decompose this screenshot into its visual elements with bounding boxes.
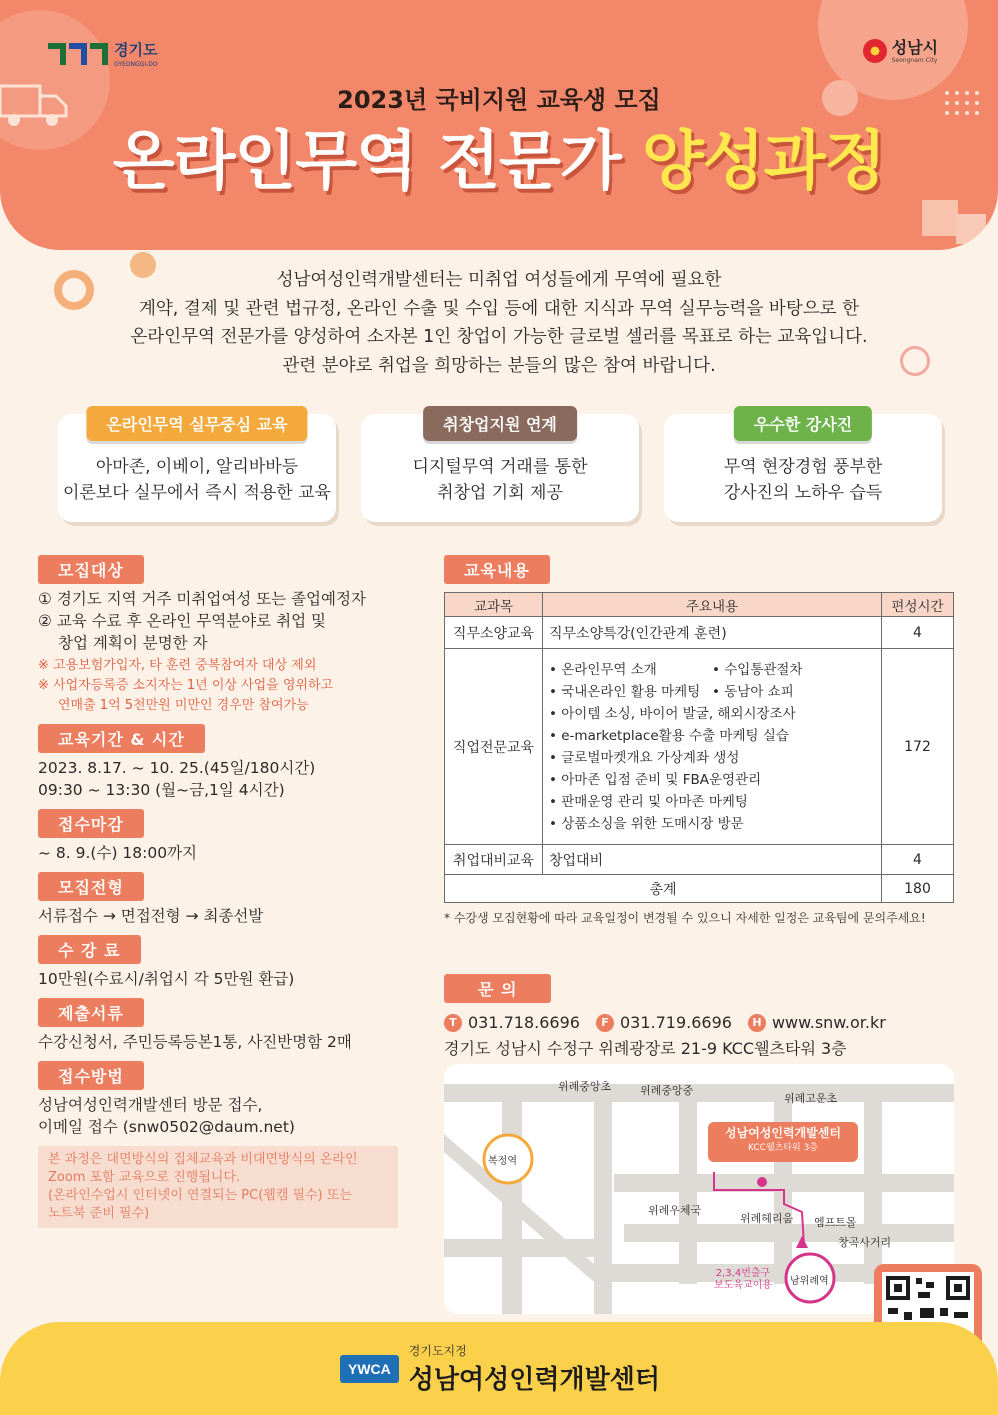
poster-subtitle: 2023년 국비지원 교육생 모집 — [337, 86, 661, 114]
feature-desc-line: 무역 현장경험 풍부한 — [723, 457, 883, 477]
table-header: 주요내용 — [543, 593, 882, 617]
intro-line: 관련 분야로 취업을 희망하는 분들의 많은 참여 바랍니다. — [282, 355, 716, 376]
contact-tel[interactable]: 031.718.6696 — [468, 1013, 580, 1032]
footer-pre: 경기도지정 — [408, 1344, 467, 1358]
section-label: 수 강 료 — [38, 935, 141, 964]
recruit-item: 창업 계획이 분명한 자 — [58, 634, 208, 652]
table-cell: 직업전문교육 — [445, 649, 543, 845]
list-item: • 상품소싱을 위한 도매시장 방문 — [549, 815, 744, 832]
map-label: 위례중앙초 — [558, 1080, 612, 1093]
header-banner — [0, 0, 998, 250]
curriculum-column — [444, 555, 956, 1059]
gyeonggi-logo — [48, 40, 158, 68]
map-label: 남위례역 — [790, 1276, 829, 1287]
list-item: • 아마존 입점 준비 및 FBA운영관리 — [549, 771, 762, 788]
feature-desc — [361, 454, 639, 506]
seongnam-logo-sub: Seongnam City — [891, 57, 938, 64]
table-cell: 창업대비 — [543, 845, 882, 875]
feature-tag: 우수한 강사진 — [734, 406, 872, 441]
gyeonggi-logo-sub: GYEONGGI-DO — [114, 61, 158, 68]
list-item-text: • 동남아 쇼피 — [712, 683, 794, 700]
note-line: ※ 고용보험가입자, 타 훈련 중복참여자 대상 제외 — [38, 658, 317, 673]
map-label: 창곡사거리 — [838, 1236, 892, 1249]
footer-org — [340, 1342, 660, 1396]
documents-section — [38, 998, 418, 1053]
list-item — [549, 659, 875, 681]
feature-desc — [58, 454, 336, 506]
table-cell: 4 — [882, 845, 954, 875]
table-cell: 취업대비교육 — [445, 845, 543, 875]
section-body: 수강신청서, 주민등록등본1통, 사진반명함 2매 — [38, 1033, 352, 1051]
table-header: 편성시간 — [882, 593, 954, 617]
fee-section — [38, 935, 418, 990]
map-label: 위례헤리움 — [740, 1212, 794, 1225]
feature-desc-line: 강사진의 노하우 습득 — [723, 483, 883, 503]
map-exit-note — [714, 1268, 772, 1292]
apply-section — [38, 1061, 418, 1228]
section-body: ~ 8. 9.(수) 18:00까지 — [38, 844, 198, 862]
list-item-text: • 수입통관절차 — [712, 661, 803, 678]
section-label: 접수마감 — [38, 809, 144, 838]
feature-desc-line: 아마존, 이베이, 알리바바등 — [95, 457, 299, 477]
intro-line: 계약, 결제 및 관련 법규정, 온라인 수출 및 수입 등에 대한 지식과 무역 실무능력을 바탕으로 한 — [138, 298, 860, 319]
footer-org-name: 성남여성인력개발센터 — [408, 1365, 660, 1395]
title-yellow: 양성과정 — [641, 125, 886, 199]
title-white: 온라인무역 전문가 — [112, 125, 621, 199]
table-cell: 직무소양교육 — [445, 617, 543, 649]
seongnam-flower-icon — [863, 39, 887, 63]
feature-desc — [664, 454, 942, 506]
intro-line: 온라인무역 전문가를 양성하여 소자본 1인 창업이 가능한 글로벌 셀러를 목표로 하는 교육입니다. — [130, 327, 868, 347]
feature-cards — [58, 414, 942, 522]
list-item: • 아이템 소싱, 바이어 발굴, 해외시장조사 — [549, 705, 796, 722]
section-body — [38, 757, 418, 801]
map-exit-line: 2,3,4번출구 — [715, 1268, 771, 1279]
table-cell: 4 — [882, 617, 954, 649]
seongnam-logo — [863, 38, 938, 64]
map-center-sub: KCC웰츠타워 3층 — [747, 1143, 819, 1153]
home-icon: H — [748, 1014, 766, 1032]
contact-address: 경기도 성남시 수정구 위례광장로 21-9 KCC웰츠타워 3층 — [444, 1039, 847, 1058]
recruit-section — [38, 555, 418, 716]
curriculum-items — [549, 659, 875, 835]
map-center-name: 성남여성인력개발센터 — [725, 1126, 841, 1140]
gyeonggi-logo-text: 경기도 — [114, 41, 158, 59]
section-body: 서류접수 → 면접전형 → 최종선발 — [38, 907, 264, 925]
feature-card-career — [361, 414, 639, 522]
section-body: 10만원(수료시/취업시 각 5만원 환급) — [38, 970, 295, 988]
notice-line: (온라인수업시 인터넷이 연결되는 PC(웹캠 필수) 또는 — [48, 1188, 352, 1203]
intro-line: 성남여성인력개발센터는 미취업 여성들에게 무역에 필요한 — [276, 270, 722, 290]
map-label: 위례중앙중 — [640, 1084, 694, 1097]
map-center-marker — [708, 1126, 858, 1156]
table-cell: 172 — [882, 649, 954, 845]
period-section — [38, 724, 418, 801]
feature-desc-line: 디지털무역 거래를 통한 — [412, 457, 588, 477]
poster-title — [0, 122, 998, 202]
selection-section — [38, 872, 418, 927]
table-row — [445, 649, 954, 845]
intro-text — [0, 266, 998, 380]
phone-icon: T — [444, 1014, 462, 1032]
contact-section — [444, 974, 956, 1059]
map-exit-line: 보도육교이용 — [714, 1280, 772, 1291]
apply-email: 이메일 접수 (snw0502@daum.net) — [38, 1118, 295, 1136]
info-column — [38, 555, 418, 1236]
gyeonggi-logo-icon — [48, 43, 108, 65]
table-header-row — [445, 593, 954, 617]
table-cell: 180 — [882, 875, 954, 903]
contact-homepage[interactable]: www.snw.or.kr — [771, 1013, 886, 1032]
feature-tag: 온라인무역 실무중심 교육 — [86, 406, 307, 441]
section-body — [38, 1094, 418, 1138]
map-label: 복정역 — [488, 1156, 517, 1167]
section-label: 모집전형 — [38, 872, 144, 901]
feature-desc-line: 이론보다 실무에서 즉시 적용한 교육 — [63, 483, 331, 503]
table-row — [445, 617, 954, 649]
section-body — [38, 588, 418, 654]
feature-tag: 취창업지원 연계 — [423, 406, 577, 441]
section-label: 문 의 — [444, 974, 551, 1003]
contact-line — [444, 1013, 956, 1032]
note-line: 연매출 1억 5천만원 미만인 경우만 참여가능 — [58, 698, 309, 713]
recruit-note — [38, 656, 418, 716]
map-label: 위례고운초 — [784, 1092, 838, 1105]
list-item: • 글로벌마켓개요 가상계좌 생성 — [549, 749, 740, 766]
table-total-row — [445, 875, 954, 903]
seongnam-logo-text: 성남시 — [891, 38, 938, 57]
online-notice — [38, 1146, 398, 1228]
notice-line: Zoom 포함 교육으로 진행됩니다. — [48, 1170, 241, 1185]
list-item-text: • 온라인무역 소개 — [549, 661, 657, 678]
notice-line: 본 과정은 대면방식의 집체교육과 비대면방식의 온라인 — [48, 1152, 358, 1167]
fax-icon: F — [596, 1014, 614, 1032]
list-item: • 판매운영 관리 및 아마존 마케팅 — [549, 793, 748, 810]
list-item — [549, 681, 875, 703]
section-label: 교육내용 — [444, 555, 550, 584]
list-item: • e-marketplace활용 수출 마케팅 실습 — [549, 727, 789, 744]
period-line: 09:30 ~ 13:30 (월~금,1일 4시간) — [38, 781, 285, 799]
curriculum-footnote: * 수강생 모집현황에 따라 교육일정이 변경될 수 있으니 자세한 일정은 교육팀에 문의주세요! — [444, 911, 926, 925]
table-cell: 직무소양특강(인간관계 훈련) — [543, 617, 882, 649]
section-label: 접수방법 — [38, 1061, 144, 1090]
section-label: 제출서류 — [38, 998, 144, 1027]
section-label: 교육기간 & 시간 — [38, 724, 205, 753]
table-cell — [543, 649, 882, 845]
recruit-item: ① 경기도 지역 거주 미취업여성 또는 졸업예정자 — [38, 590, 366, 608]
apply-line: 성남여성인력개발센터 방문 접수, — [38, 1096, 263, 1114]
table-header: 교과목 — [445, 593, 543, 617]
notice-line: 노트북 준비 필수) — [48, 1206, 150, 1221]
table-row — [445, 845, 954, 875]
section-label: 모집대상 — [38, 555, 144, 584]
feature-card-practice — [58, 414, 336, 522]
map-label: 위례우체국 — [648, 1204, 702, 1217]
period-line: 2023. 8.17. ~ 10. 25.(45일/180시간) — [38, 759, 316, 777]
feature-desc-line: 취창업 기회 제공 — [437, 483, 563, 503]
curriculum-table — [444, 592, 954, 903]
recruit-item: ② 교육 수료 후 온라인 무역분야로 취업 및 — [38, 612, 326, 630]
footer — [0, 1322, 998, 1415]
ywca-logo: YWCA — [340, 1355, 399, 1383]
table-cell: 총계 — [445, 875, 882, 903]
list-item-text: • 국내온라인 활용 마케팅 — [549, 683, 701, 700]
feature-card-instructors — [664, 414, 942, 522]
map-label: 엠프트몰 — [814, 1216, 857, 1229]
note-line: ※ 사업자등록증 소지자는 1년 이상 사업을 영위하고 — [38, 678, 334, 693]
contact-fax: 031.719.6696 — [619, 1013, 732, 1032]
deadline-section — [38, 809, 418, 864]
